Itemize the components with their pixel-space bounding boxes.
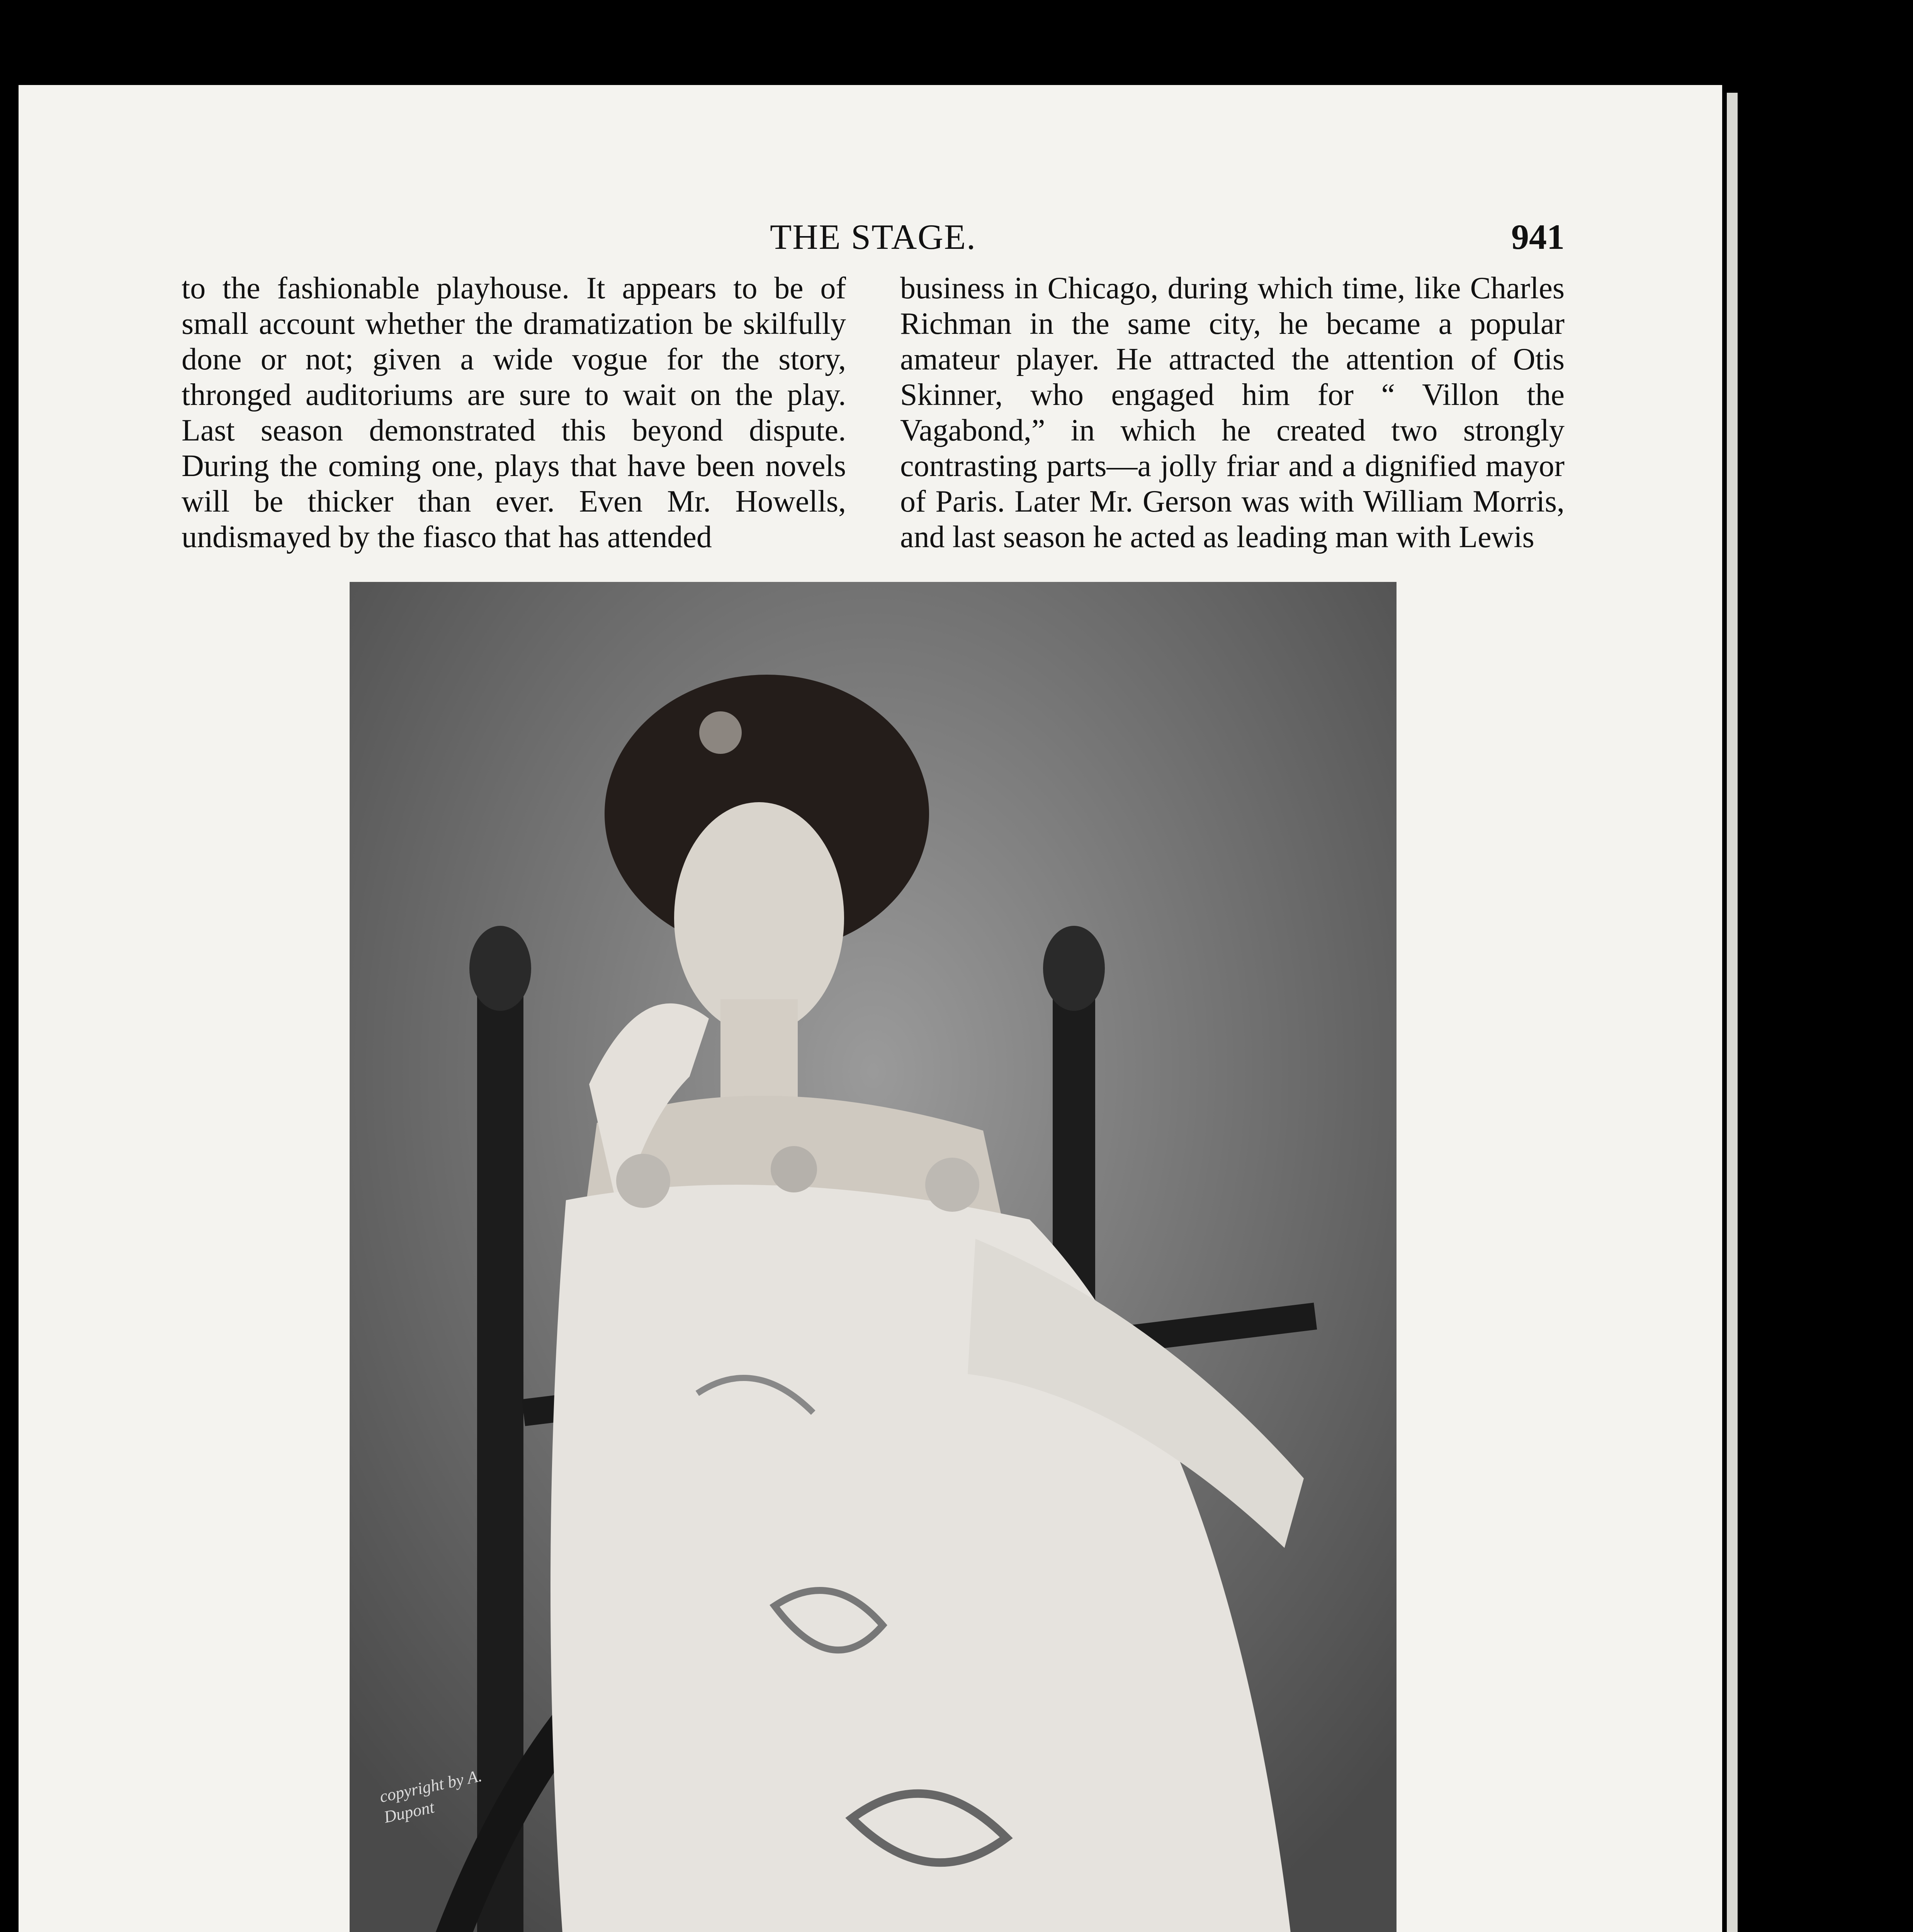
top-right-column bbox=[900, 270, 1565, 555]
paragraph: to the fashionable playhouse. It appears to be of small account whether the dramatization be skilfully done or not; given a wide vogue for the story, thronged auditoriums are sure to wait on the play. Last season demonstrated this beyond dispute. During the coming one, plays that have been novels will be thicker than ever. Even Mr. Howells, undismayed by the fiasco that has attended bbox=[182, 271, 846, 554]
photo-signature: copyright by A. Dupont bbox=[378, 1766, 484, 1827]
portrait-illustration bbox=[350, 582, 1397, 1932]
page-edge bbox=[1727, 93, 1738, 1932]
running-head bbox=[182, 216, 1565, 270]
paragraph: business in Chicago, during which time, like Charles Richman in the same city, he became a popular amateur player. He attracted the attention of Otis Skinner, who engaged him for “ Villon the Vagabond,” in which he created two strongly contrasting parts—a jolly friar and a dignified mayor of Paris. Later Mr. Gerson was with William Morris, and last season he acted as leading man with Lewis bbox=[900, 271, 1565, 554]
top-columns bbox=[182, 270, 1565, 555]
magazine-page bbox=[182, 216, 1565, 1932]
top-left-column bbox=[182, 270, 846, 555]
page-number: 941 bbox=[1511, 217, 1565, 257]
figure bbox=[350, 582, 1397, 1932]
running-title: THE STAGE. bbox=[770, 217, 976, 257]
portrait-photo bbox=[350, 582, 1397, 1932]
